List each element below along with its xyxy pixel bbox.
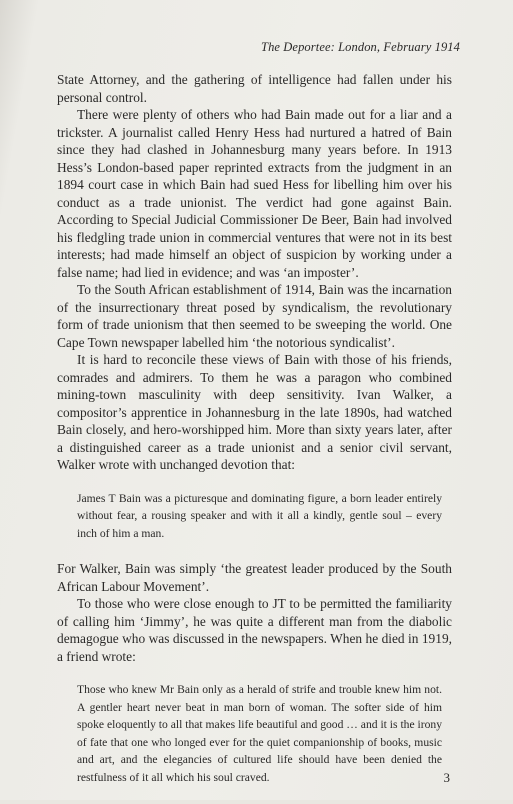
paragraph: To the South African establishment of 1914, Bain was the incarnation of the insurrectionary threat posed by syndicalism, the revolutionary form of trade unionism that then seemed to be sweeping the world. One Cape Town newspaper labelled him ‘the notorious syndicalist’. [57, 282, 452, 350]
block-quote: Those who knew Mr Bain only as a herald of strife and trouble knew him not. A gentler heart never beat in man born of woman. The softer side of him spoke eloquently to all that makes life beautiful and good … and it is the irony of fate that one who longed ever for the quiet companionship of books, music and art, and the elegancies of cultured life should have been denied the restfulness of it all which his soul craved. [77, 683, 442, 784]
page-number: 3 [443, 770, 450, 785]
body-text [57, 71, 452, 804]
paragraph: For Walker, Bain was simply ‘the greatest leader produced by the South African Labour Movement’. [57, 561, 452, 594]
paragraph: To those who were close enough to JT to be permitted the familiarity of calling him ‘Jimmy’, he was quite a different man from the diabolic demagogue who was discussed in the newspapers. When he died in 1919, a friend wrote: [57, 596, 452, 664]
running-head: The Deportee: London, February 1914 [261, 40, 460, 54]
paragraph: It is hard to reconcile these views of Bain with those of his friends, comrades and admirers. To them he was a paragon who combined mining-town masculinity with deep sensitivity. Ivan Walker, a compositor’s apprentice in Johannesburg in the late 1890s, had watched Bain closely, and hero-worshipped him. More than sixty years later, after a distinguished career as a trade unionist and a senior civil servant, Walker wrote with unchanged devotion that: [57, 352, 452, 472]
paragraph: State Attorney, and the gathering of intelligence had fallen under his personal control. [57, 72, 452, 105]
paragraph: There were plenty of others who had Bain made out for a liar and a trickster. A journalist called Henry Hess had nurtured a hatred of Bain since they had clashed in Johannesburg many years before. In 1913 Hess’s London-based paper reprinted extracts from the judgment in an 1894 court case in which Bain had sued Hess for libelling him over his conduct as a trade unionist. The verdict had gone against Bain. According to Special Judicial Commissioner De Beer, Bain had involved his fledgling trade union in commercial ventures that were not in its best interests; had made himself an object of suspicion by working under a false name; had lied in evidence; and was ‘an imposter’. [57, 107, 452, 280]
block-quote: James T Bain was a picturesque and dominating figure, a born leader entirely without fear, a rousing speaker and with it all a kindly, gentle soul – every inch of him a man. [77, 491, 442, 540]
